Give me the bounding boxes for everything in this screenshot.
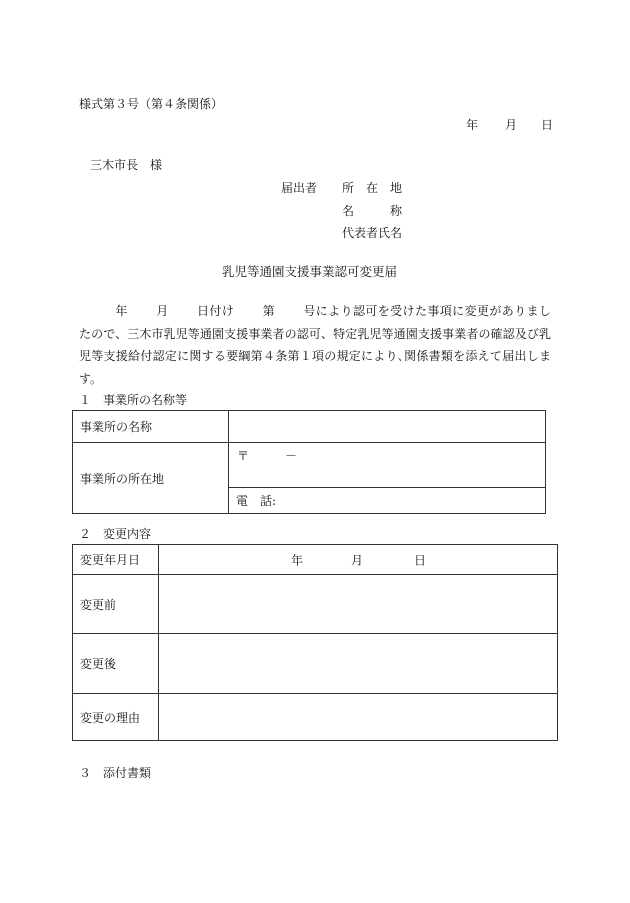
addressee: 三木市長 様 [90, 158, 163, 172]
facility-location-label: 事業所の所在地 [73, 443, 229, 514]
postal-dash: － [285, 449, 298, 463]
change-table [72, 544, 558, 741]
body-text: 号により認可を受けた事項に変更がありましたので、三木市乳児等通園支援事業者の認可、特定乳児等通園支援事業者の確認及び乳児等支援給付認定に関する要綱第４条第１項の規定により､関係書類を添えて届出します。 [79, 304, 551, 386]
facility-postal-cell [229, 443, 546, 488]
section2-heading: ２ 変更内容 [79, 527, 152, 541]
date-month: 月 [505, 118, 518, 132]
postal-mark: 〒 [237, 449, 250, 463]
body-month: 月 [155, 304, 169, 318]
change-date-year: 年 [291, 553, 304, 567]
change-reason-label: 変更の理由 [73, 694, 159, 741]
form-number: 様式第３号（第４条関係） [79, 97, 224, 111]
applicant-representative-label: 代表者氏名 [342, 226, 403, 240]
body-day-dated: 日付け [196, 304, 235, 318]
change-reason-value [159, 694, 558, 741]
facility-name-value [229, 411, 546, 443]
applicant-label: 届出者 [281, 181, 318, 195]
applicant-address-label: 所 在 地 [342, 181, 403, 195]
facility-phone-cell [229, 488, 546, 514]
change-date-label: 変更年月日 [73, 545, 159, 575]
section3-heading: ３ 添付書類 [79, 766, 152, 780]
phone-label: 電 話: [236, 494, 277, 508]
change-date-day: 日 [414, 553, 427, 567]
change-after-label: 変更後 [73, 634, 159, 694]
date-day: 日 [541, 118, 554, 132]
facility-name-label: 事業所の名称 [73, 411, 229, 443]
section1-heading: １ 事業所の名称等 [79, 393, 188, 407]
date-year: 年 [466, 118, 479, 132]
document-title: 乳児等通園支援事業認可変更届 [222, 264, 398, 279]
change-date-month: 月 [351, 553, 364, 567]
change-before-label: 変更前 [73, 575, 159, 634]
change-after-value [159, 634, 558, 694]
body-paragraph [79, 300, 551, 390]
body-number-prefix: 第 [262, 304, 275, 318]
applicant-name-label: 名 称 [342, 204, 403, 218]
change-before-value [159, 575, 558, 634]
change-date-value [159, 545, 558, 575]
body-year: 年 [115, 304, 128, 318]
facility-table [72, 410, 546, 514]
